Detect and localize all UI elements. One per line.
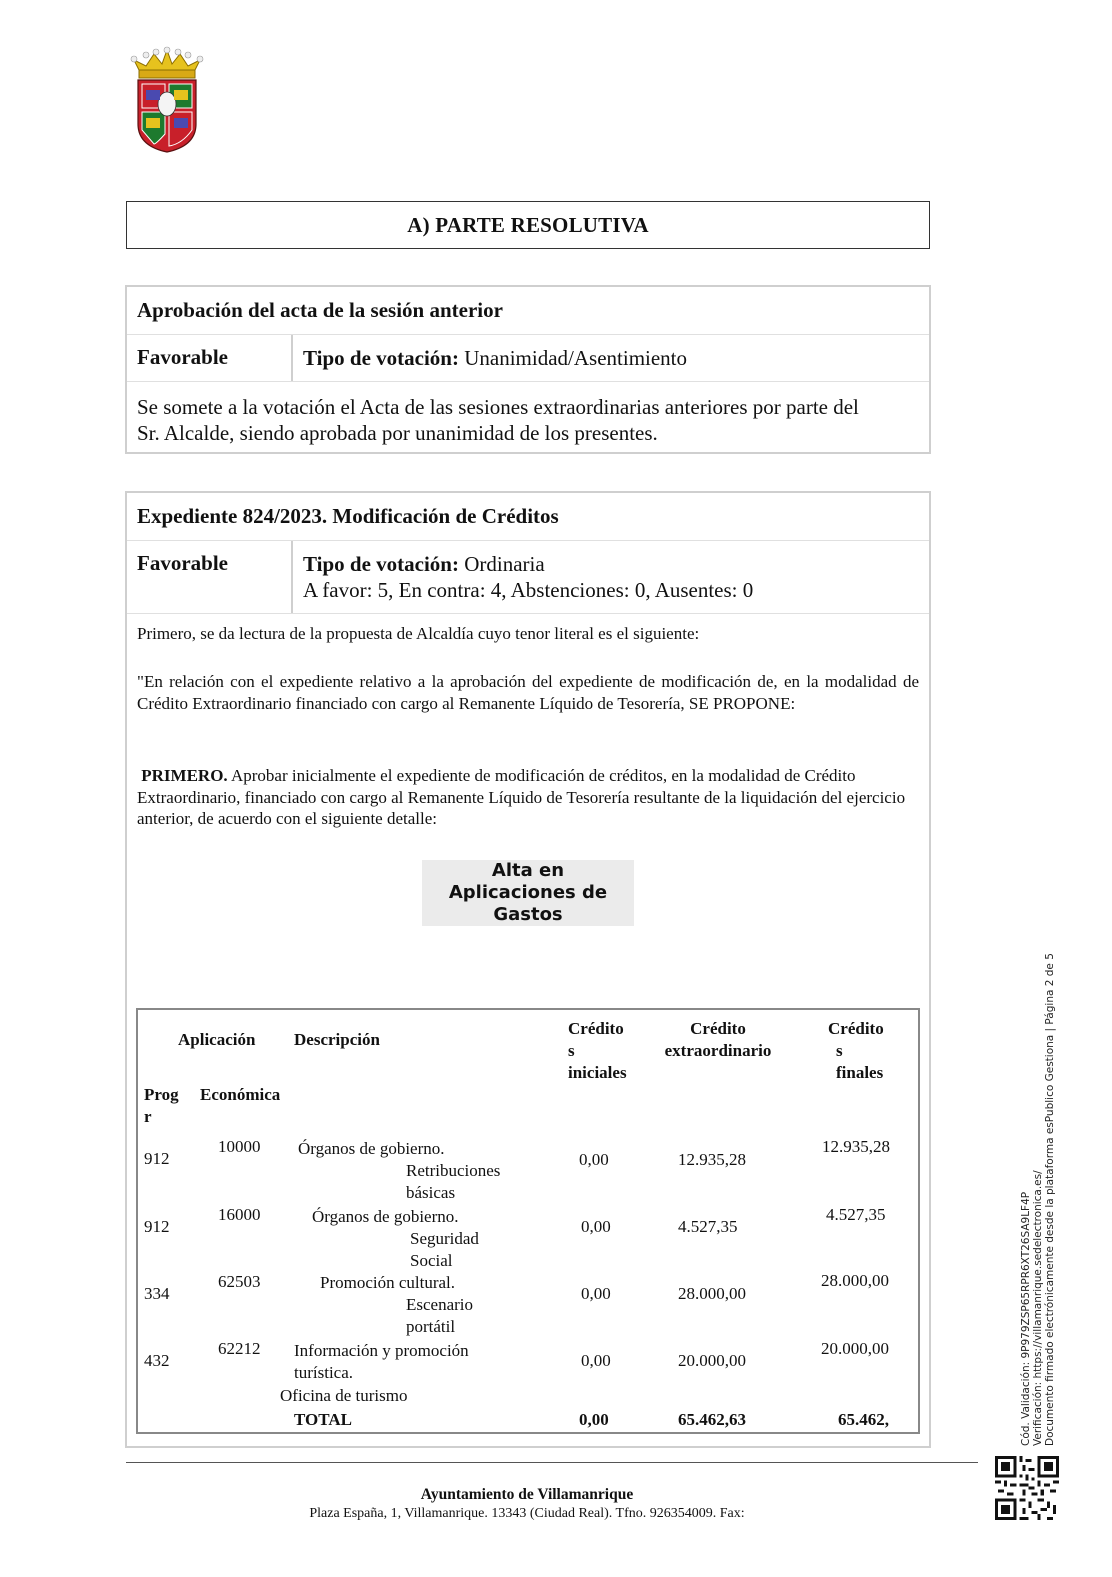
cell-descripcion: Escenario (406, 1295, 474, 1314)
paragraph-primero: PRIMERO. Aprobar inicialmente el expediente de modificación de créditos, en la modalidad de Crédito Extraordinario, financiado con cargo al Remanente Líquido de Tesorería resultante de la liquidación del ejercicio anterior, de acuerdo con el siguiente detalle: (137, 766, 906, 828)
total-credito-extraordinario: 65.462,63 (678, 1410, 746, 1429)
cell-creditos-finales: 12.935,28 (822, 1137, 890, 1156)
cell-descripcion: Promoción cultural. (320, 1273, 456, 1292)
qr-code-icon (995, 1456, 1059, 1520)
cell-descripcion: Órganos de gobierno. (298, 1139, 445, 1158)
paragraph-intro: Primero, se da lectura de la propuesta de Alcaldía cuyo tenor literal es el siguiente: (137, 624, 700, 643)
cell-descripcion: turística. (294, 1363, 354, 1382)
cell-economica: 10000 (218, 1137, 261, 1156)
cell-prog: 334 (144, 1284, 170, 1303)
cell-creditos-iniciales: 0,00 (579, 1150, 609, 1169)
cell-economica: 62212 (218, 1339, 261, 1358)
header-creditos-finales: Crédito s finales (828, 1019, 884, 1082)
vote-type: Tipo de votación: Unanimidad/Asentimiento (303, 346, 688, 370)
credits-table (136, 1008, 920, 1434)
cell-descripcion: Oficina de turismo (280, 1386, 408, 1405)
cell-descripcion: Información y promoción (294, 1341, 469, 1360)
header-economica: Económica (200, 1085, 281, 1104)
section-title: A) PARTE RESOLUTIVA (126, 201, 930, 249)
footer-organization: Ayuntamiento de Villamanrique (420, 1486, 634, 1503)
cell-credito-extraordinario: 4.527,35 (678, 1217, 738, 1236)
header-programa: Prog r (144, 1085, 179, 1126)
vote-counts: A favor: 5, En contra: 4, Abstenciones: 0, Ausentes: 0 (303, 578, 754, 602)
alta-aplicaciones-heading: Alta en Aplicaciones de Gastos (422, 860, 634, 926)
cell-economica: 62503 (218, 1272, 261, 1291)
cell-credito-extraordinario: 20.000,00 (678, 1351, 746, 1370)
item-body: Se somete a la votación el Acta de las sesiones extraordinarias anteriores por parte del Sr. Alcalde, siendo aprobada por unanimidad de los presentes. (137, 395, 859, 445)
paragraph-propone: "En relación con el expediente relativo a la aprobación del expediente de modificación de, en la modalidad de Crédito Extraordinario financiado con cargo al Remanente Líquido de Tesorería, SE PROPONE: (137, 672, 919, 713)
cell-descripcion: Social (410, 1251, 453, 1270)
cell-credito-extraordinario: 12.935,28 (678, 1150, 746, 1169)
cell-prog: 912 (144, 1149, 170, 1168)
cell-creditos-finales: 20.000,00 (821, 1339, 889, 1358)
vote-result: Favorable (127, 335, 293, 381)
header-descripcion: Descripción (294, 1030, 380, 1049)
page-number: Página 2 de 5 (1044, 953, 1056, 1025)
validation-code: Cód. Validación: 9P979ZSP65RPR6XT26SA9LF4P (1020, 1191, 1032, 1446)
cell-prog: 432 (144, 1351, 170, 1370)
total-label: TOTAL (294, 1410, 352, 1429)
cell-credito-extraordinario: 28.000,00 (678, 1284, 746, 1303)
cell-creditos-finales: 4.527,35 (826, 1205, 886, 1224)
cell-creditos-iniciales: 0,00 (581, 1284, 611, 1303)
cell-creditos-finales: 28.000,00 (821, 1271, 889, 1290)
header-credito-extraordinario: Crédito extraordinario (664, 1019, 772, 1060)
total-creditos-iniciales: 0,00 (579, 1410, 609, 1429)
header-aplicacion: Aplicación (178, 1030, 256, 1049)
footer-divider (126, 1462, 978, 1463)
vote-result: Favorable (127, 541, 293, 613)
cell-descripcion: Seguridad (410, 1229, 479, 1248)
coat-of-arms-logo (126, 46, 208, 154)
cell-creditos-iniciales: 0,00 (581, 1351, 611, 1370)
cell-economica: 16000 (218, 1205, 261, 1224)
verification-url[interactable]: Verificación: https://villamanrique.sedelectronica.es/ (1032, 1170, 1044, 1446)
header-creditos-iniciales: Crédito s iniciales (568, 1019, 627, 1082)
validation-side-text (1020, 953, 1080, 1446)
total-creditos-finales: 65.462, (838, 1410, 889, 1429)
cell-descripcion: básicas (406, 1183, 456, 1202)
item-title: Expediente 824/2023. Modificación de Créditos (127, 493, 929, 541)
item-title: Aprobación del acta de la sesión anterior (127, 287, 929, 335)
cell-descripcion: Retribuciones (406, 1161, 501, 1180)
agenda-item-acta (125, 285, 931, 454)
signature-note: Documento firmado electrónicamente desde la plataforma esPublico Gestiona | Página 2 de 5 (1044, 953, 1056, 1446)
cell-prog: 912 (144, 1217, 170, 1236)
footer-address: Plaza España, 1, Villamanrique. 13343 (Ciudad Real). Tfno. 926354009. Fax: (309, 1506, 745, 1521)
vote-type: Tipo de votación: Ordinaria A favor: 5, En contra: 4, Abstenciones: 0, Ausentes: 0 (303, 552, 754, 602)
cell-descripcion: portátil (406, 1317, 456, 1336)
cell-creditos-iniciales: 0,00 (581, 1217, 611, 1236)
cell-descripcion: Órganos de gobierno. (312, 1207, 459, 1226)
